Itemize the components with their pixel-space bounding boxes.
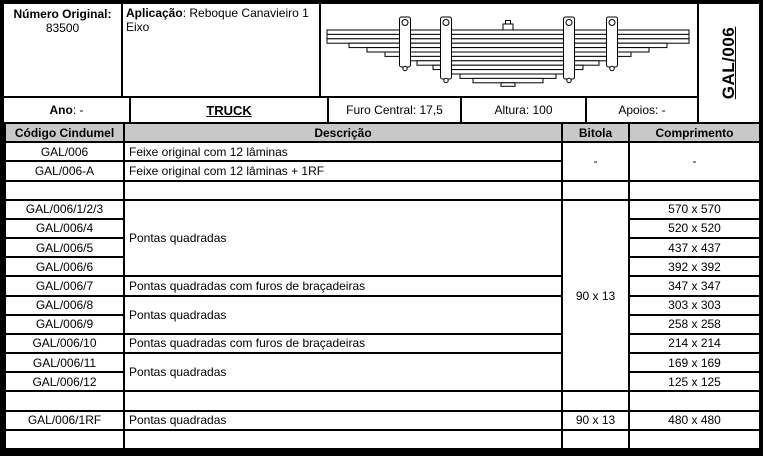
comp-cell: 303 x 303 bbox=[629, 296, 760, 315]
comp-cell: 392 x 392 bbox=[629, 257, 760, 276]
part-code-vertical: GAL/006 bbox=[719, 26, 738, 100]
code-cell: GAL/006/10 bbox=[5, 334, 124, 353]
bitola-cell: - bbox=[562, 142, 629, 180]
empty-cell bbox=[124, 181, 562, 200]
numero-original-label: Número Original: bbox=[13, 7, 112, 21]
empty-cell bbox=[562, 181, 629, 200]
numero-original-value: 83500 bbox=[45, 21, 80, 35]
empty-cell bbox=[562, 391, 629, 410]
desc-cell: Pontas quadradas com furos de braçadeiras bbox=[124, 334, 562, 353]
empty-cell bbox=[5, 391, 124, 410]
table-row bbox=[5, 200, 760, 219]
header-top-row bbox=[4, 4, 759, 98]
code-cell: GAL/006/5 bbox=[5, 238, 124, 257]
col-header-descricao: Descrição bbox=[124, 123, 562, 142]
part-code-box bbox=[697, 4, 759, 122]
comp-cell: 437 x 437 bbox=[629, 238, 760, 257]
table-row bbox=[5, 353, 760, 372]
comp-cell: 480 x 480 bbox=[629, 411, 760, 430]
code-cell: GAL/006/6 bbox=[5, 257, 124, 276]
bitola-cell: 90 x 13 bbox=[562, 411, 629, 430]
table-row bbox=[5, 142, 760, 161]
table-row bbox=[5, 296, 760, 315]
numero-original-cell bbox=[4, 4, 123, 98]
parts-table bbox=[4, 122, 761, 450]
empty-cell bbox=[124, 430, 562, 449]
comp-cell: 214 x 214 bbox=[629, 334, 760, 353]
leaf-spring-drawing bbox=[321, 4, 697, 96]
table-header-row bbox=[5, 123, 760, 142]
code-cell: GAL/006/4 bbox=[5, 219, 124, 238]
desc-cell: Feixe original com 12 lâminas bbox=[124, 142, 562, 161]
col-header-bitola: Bitola bbox=[562, 123, 629, 142]
code-cell: GAL/006/1/2/3 bbox=[5, 200, 124, 219]
desc-cell: Pontas quadradas com furos de braçadeiras bbox=[124, 276, 562, 295]
desc-cell: Pontas quadradas bbox=[124, 200, 562, 277]
aplicacao-cell bbox=[123, 4, 321, 98]
aplicacao-label: Aplicação bbox=[126, 6, 183, 20]
leaf-spring-drawing-cell bbox=[321, 4, 697, 98]
comp-cell: 125 x 125 bbox=[629, 372, 760, 391]
col-header-codigo: Código Cindumel bbox=[5, 123, 124, 142]
comp-cell: 169 x 169 bbox=[629, 353, 760, 372]
code-cell: GAL/006 bbox=[5, 142, 124, 161]
comp-cell: - bbox=[629, 142, 760, 180]
comp-cell: 347 x 347 bbox=[629, 276, 760, 295]
code-cell: GAL/006/9 bbox=[5, 315, 124, 334]
col-header-comprimento: Comprimento bbox=[629, 123, 760, 142]
code-cell: GAL/006/8 bbox=[5, 296, 124, 315]
empty-cell bbox=[562, 430, 629, 449]
empty-cell bbox=[629, 181, 760, 200]
clamp-left-outer bbox=[400, 17, 411, 71]
aplicacao-value: : Reboque Canavieiro 1 Eixo bbox=[126, 6, 309, 34]
comp-cell: 258 x 258 bbox=[629, 315, 760, 334]
table-row-empty bbox=[5, 430, 760, 449]
code-cell: GAL/006/1RF bbox=[5, 411, 124, 430]
ano-label: Ano bbox=[49, 103, 73, 117]
bitola-cell: 90 x 13 bbox=[562, 200, 629, 392]
code-cell: GAL/006/7 bbox=[5, 276, 124, 295]
desc-cell: Pontas quadradas bbox=[124, 353, 562, 391]
table-row-empty bbox=[5, 181, 760, 200]
empty-cell bbox=[629, 430, 760, 449]
truck-label: TRUCK bbox=[206, 102, 252, 118]
apoios-cell: Apoios: - bbox=[618, 103, 666, 117]
clamp-right-inner bbox=[564, 17, 575, 83]
altura-cell: Altura: 100 bbox=[462, 98, 587, 122]
truck-cell bbox=[131, 98, 329, 122]
empty-cell bbox=[5, 181, 124, 200]
table-row-empty bbox=[5, 391, 760, 410]
clamp-right-outer bbox=[607, 17, 618, 71]
table-row bbox=[5, 411, 760, 430]
header-mid-row bbox=[4, 98, 759, 122]
empty-cell bbox=[629, 391, 760, 410]
furo-central-cell: Furo Central: 17,5 bbox=[329, 98, 462, 122]
comp-cell: 520 x 520 bbox=[629, 219, 760, 238]
desc-cell: Pontas quadradas bbox=[124, 296, 562, 334]
ano-cell bbox=[4, 98, 131, 122]
table-row bbox=[5, 276, 760, 295]
empty-cell bbox=[124, 391, 562, 410]
ano-value: : - bbox=[72, 103, 84, 117]
code-cell: GAL/006-A bbox=[5, 161, 124, 180]
code-cell: GAL/006/12 bbox=[5, 372, 124, 391]
desc-cell: Feixe original com 12 lâminas + 1RF bbox=[124, 161, 562, 180]
code-cell: GAL/006/11 bbox=[5, 353, 124, 372]
desc-cell: Pontas quadradas bbox=[124, 411, 562, 430]
empty-cell bbox=[5, 430, 124, 449]
table-row bbox=[5, 334, 760, 353]
comp-cell: 570 x 570 bbox=[629, 200, 760, 219]
clamp-left-inner bbox=[441, 17, 452, 83]
